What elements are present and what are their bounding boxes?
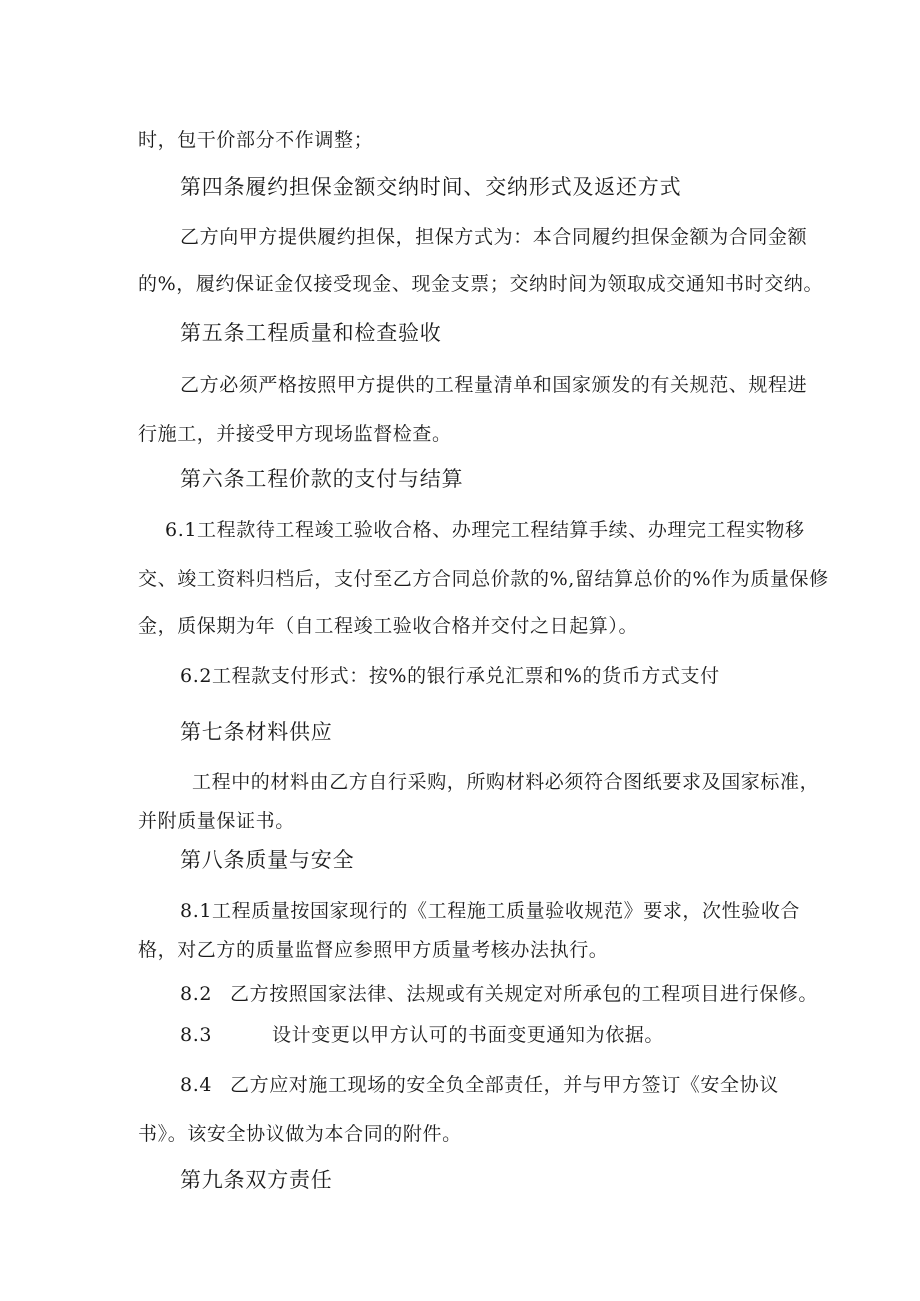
clause-8-4-number: 8.4 [180, 1074, 213, 1096]
clause-8-2-number: 8.2 [180, 983, 213, 1005]
clause-6-1-line: 6.1工程款待工程竣工验收合格、办理完工程结算手续、办理完工程实物移 [165, 519, 805, 541]
clause-8-3-text: 设计变更以甲方认可的书面变更通知为依据。 [272, 1024, 665, 1046]
text-line: 乙方必须严格按照甲方提供的工程量清单和国家颁发的有关规范、规程进 [180, 374, 808, 396]
text-line: 的%，履约保证金仅接受现金、现金支票；交纳时间为领取成交通知书时交纳。 [138, 273, 824, 295]
text-line: 格，对乙方的质量监督应参照甲方质量考核办法执行。 [138, 939, 609, 961]
text-line: 乙方向甲方提供履约担保，担保方式为：本合同履约担保金额为合同金额 [180, 226, 808, 248]
text-line: 时，包干价部分不作调整； [138, 129, 374, 151]
article-9-heading: 第九条双方责任 [180, 1168, 333, 1192]
text-line: 书》。该安全协议做为本合同的附件。 [138, 1123, 462, 1145]
article-8-heading: 第八条质量与安全 [180, 848, 355, 872]
text-line: 工程中的材料由乙方自行采购，所购材料必须符合图纸要求及国家标准， [192, 771, 820, 793]
text-line: 并附质量保证书。 [138, 810, 295, 832]
text-line: 行施工，并接受甲方现场监督检查。 [138, 423, 452, 445]
article-7-heading: 第七条材料供应 [180, 720, 333, 744]
text-line: 交、竣工资料归档后，支付至乙方合同总价款的%,留结算总价的%作为质量保修 [138, 568, 829, 590]
clause-8-3-number: 8.3 [180, 1024, 213, 1046]
clause-8-4-text: 乙方应对施工现场的安全负全部责任，并与甲方签订《安全协议 [230, 1074, 779, 1096]
article-4-heading: 第四条履约担保金额交纳时间、交纳形式及返还方式 [180, 175, 682, 199]
clause-8-1-line: 8.1工程质量按国家现行的《工程施工质量验收规范》要求，次性验收合 [180, 900, 801, 922]
article-5-heading: 第五条工程质量和检查验收 [180, 321, 442, 345]
clause-8-2-text: 乙方按照国家法律、法规或有关规定对所承包的工程项目进行保修。 [230, 983, 819, 1005]
article-6-heading: 第六条工程价款的支付与结算 [180, 467, 464, 491]
text-line: 金，质保期为年（自工程竣工验收合格并交付之日起算）。 [138, 615, 639, 637]
clause-6-2-line: 6.2工程款支付形式：按%的银行承兑汇票和%的货币方式支付 [180, 665, 720, 687]
